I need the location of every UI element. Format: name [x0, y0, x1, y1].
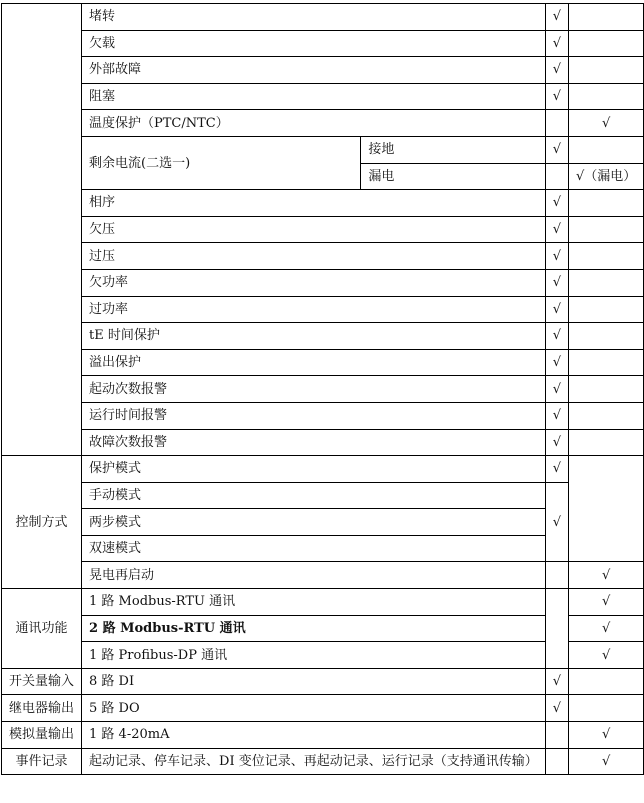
category-analog-output: 模拟量输出 [2, 722, 82, 749]
row-label: 保护模式 [82, 456, 546, 483]
table-row [2, 243, 644, 270]
empty-cell [569, 57, 644, 84]
table-row [2, 562, 644, 589]
function-spec-table [1, 3, 644, 775]
empty-cell [545, 748, 568, 775]
empty-cell [569, 695, 644, 722]
row-label: 双速模式 [82, 535, 546, 562]
row-label: 阻塞 [82, 83, 546, 110]
check-mark: √ [545, 402, 568, 429]
check-mark: √ [545, 136, 568, 163]
row-label: 手动模式 [82, 482, 546, 509]
check-mark: √ [569, 615, 644, 642]
empty-cell [569, 376, 644, 403]
row-label: 过压 [82, 243, 546, 270]
check-mark: √ [545, 668, 568, 695]
check-mark: √ [569, 562, 644, 589]
check-mark: √ [545, 269, 568, 296]
table-row [2, 269, 644, 296]
table-row [2, 748, 644, 775]
empty-cell [545, 589, 568, 669]
row-label: 故障次数报警 [82, 429, 546, 456]
row-label: 堵转 [82, 4, 546, 31]
category-switch-input: 开关量输入 [2, 668, 82, 695]
row-label: 1 路 4-20mA [82, 722, 546, 749]
table-row [2, 668, 644, 695]
table-row [2, 30, 644, 57]
empty-cell [545, 163, 568, 190]
check-mark: √ [545, 30, 568, 57]
empty-cell [569, 402, 644, 429]
check-mark: √ [545, 376, 568, 403]
table-row [2, 482, 644, 509]
table-row [2, 296, 644, 323]
row-label: 1 路 Modbus-RTU 通讯 [82, 589, 546, 616]
category-communication: 通讯功能 [2, 589, 82, 669]
check-mark: √ [569, 722, 644, 749]
check-mark: √ [545, 323, 568, 350]
row-label: 温度保护（PTC/NTC） [82, 110, 546, 137]
table-row [2, 402, 644, 429]
check-mark: √ [545, 349, 568, 376]
check-mark: √ [545, 296, 568, 323]
empty-cell [569, 136, 644, 163]
row-label: 相序 [82, 190, 546, 217]
empty-cell [569, 216, 644, 243]
empty-cell [569, 83, 644, 110]
table-row [2, 136, 644, 163]
row-label: 运行时间报警 [82, 402, 546, 429]
table-row [2, 216, 644, 243]
empty-cell [569, 349, 644, 376]
check-mark: √ [545, 190, 568, 217]
row-label: 5 路 DO [82, 695, 546, 722]
empty-cell [569, 4, 644, 31]
table-row [2, 456, 644, 483]
table-row [2, 376, 644, 403]
check-mark: √ [545, 456, 568, 483]
empty-cell [545, 110, 568, 137]
row-label: 过功率 [82, 296, 546, 323]
spec-table-wrapper [1, 3, 644, 775]
row-label: 8 路 DI [82, 668, 546, 695]
empty-cell [569, 269, 644, 296]
category-control: 控制方式 [2, 456, 82, 589]
check-mark-leakage: √（漏电） [569, 163, 644, 190]
empty-cell [569, 323, 644, 350]
check-mark: √ [545, 482, 568, 562]
row-label: 2 路 Modbus-RTU 通讯 [82, 615, 546, 642]
empty-cell [569, 190, 644, 217]
residual-current-label: 剩余电流(二选一) [82, 136, 361, 189]
table-row [2, 4, 644, 31]
table-row [2, 722, 644, 749]
category-event-log: 事件记录 [2, 748, 82, 775]
check-mark: √ [569, 748, 644, 775]
check-mark: √ [569, 110, 644, 137]
row-label: 晃电再启动 [82, 562, 546, 589]
row-label: 1 路 Profibus-DP 通讯 [82, 642, 546, 669]
check-mark: √ [545, 57, 568, 84]
empty-cell [569, 429, 644, 456]
empty-cell [545, 562, 568, 589]
check-mark: √ [545, 429, 568, 456]
table-row [2, 695, 644, 722]
row-label: 起动记录、停车记录、DI 变位记录、再起动记录、运行记录（支持通讯传输） [82, 748, 546, 775]
sub-label-ground: 接地 [361, 136, 545, 163]
table-row [2, 589, 644, 616]
row-label: 起动次数报警 [82, 376, 546, 403]
empty-cell [569, 456, 644, 562]
table-row [2, 110, 644, 137]
row-label: 外部故障 [82, 57, 546, 84]
protection-category-cell [2, 4, 82, 456]
row-label: 两步模式 [82, 509, 546, 536]
check-mark: √ [545, 83, 568, 110]
empty-cell [569, 668, 644, 695]
table-row [2, 429, 644, 456]
empty-cell [545, 722, 568, 749]
row-label: tE 时间保护 [82, 323, 546, 350]
table-row [2, 349, 644, 376]
empty-cell [569, 296, 644, 323]
row-label: 欠功率 [82, 269, 546, 296]
table-row [2, 57, 644, 84]
category-relay-output: 继电器输出 [2, 695, 82, 722]
check-mark: √ [569, 589, 644, 616]
check-mark: √ [545, 243, 568, 270]
row-label: 欠载 [82, 30, 546, 57]
table-row [2, 83, 644, 110]
table-row [2, 323, 644, 350]
check-mark: √ [545, 695, 568, 722]
table-row [2, 190, 644, 217]
sub-label-leakage: 漏电 [361, 163, 545, 190]
empty-cell [569, 243, 644, 270]
row-label: 欠压 [82, 216, 546, 243]
empty-cell [569, 30, 644, 57]
check-mark: √ [545, 216, 568, 243]
check-mark: √ [545, 4, 568, 31]
check-mark: √ [569, 642, 644, 669]
row-label: 溢出保护 [82, 349, 546, 376]
